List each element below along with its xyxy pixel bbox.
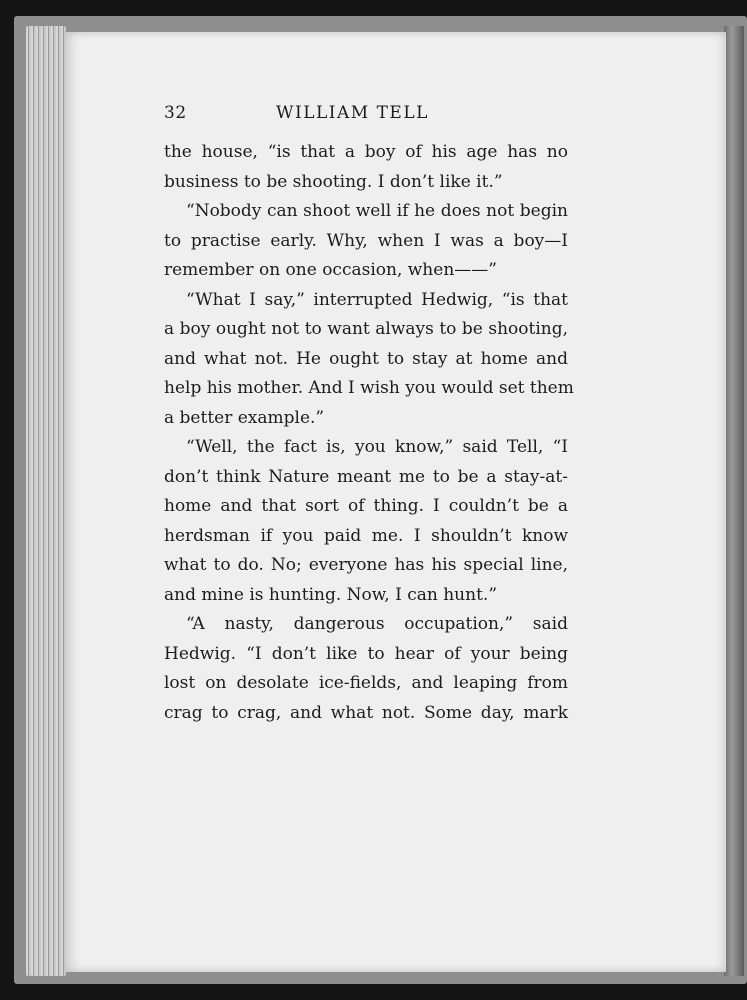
text-line: “Well, the fact is, you know,” said Tell, “I xyxy=(186,437,568,457)
text-line: help his mother. And I wish you would set them xyxy=(164,378,574,398)
text-line: what to do. No; everyone has his special line, xyxy=(164,555,568,575)
page-number: 32 xyxy=(164,103,187,123)
text-line: and what not. He ought to stay at home and xyxy=(164,348,568,369)
page-edges xyxy=(26,26,66,976)
text-line: “Nobody can shoot well if he does not begin xyxy=(186,201,568,221)
text-line: crag to crag, and what not. Some day, mark xyxy=(164,702,568,723)
running-title: WILLIAM TELL xyxy=(276,103,429,123)
text-line: remember on one occasion, when——” xyxy=(164,260,497,280)
text-line: business to be shooting. I don’t like it.” xyxy=(164,171,503,192)
text-line: the house, “is that a boy of his age has no xyxy=(164,142,568,162)
text-line: home and that sort of thing. I couldn’t be a xyxy=(164,496,568,516)
text-line: “A nasty, dangerous occupation,” said xyxy=(186,614,568,634)
text-line: Hedwig. “I don’t like to hear of your being xyxy=(164,643,568,664)
running-head xyxy=(164,103,574,127)
text-line: “What I say,” interrupted Hedwig, “is that xyxy=(186,289,568,310)
text-line: herdsman if you paid me. I shouldn’t know xyxy=(164,525,568,546)
body-text xyxy=(164,138,574,728)
text-line: and mine is hunting. Now, I can hunt.” xyxy=(164,584,498,605)
text-line: a better example.” xyxy=(164,407,325,428)
text-line: don’t think Nature meant me to be a stay-at- xyxy=(164,466,568,487)
book-binding-edge xyxy=(724,26,744,976)
text-line: a boy ought not to want always to be shooting, xyxy=(164,319,568,339)
text-line: lost on desolate ice-fields, and leaping from xyxy=(164,673,568,693)
text-line: to practise early. Why, when I was a boy—I xyxy=(164,230,568,251)
